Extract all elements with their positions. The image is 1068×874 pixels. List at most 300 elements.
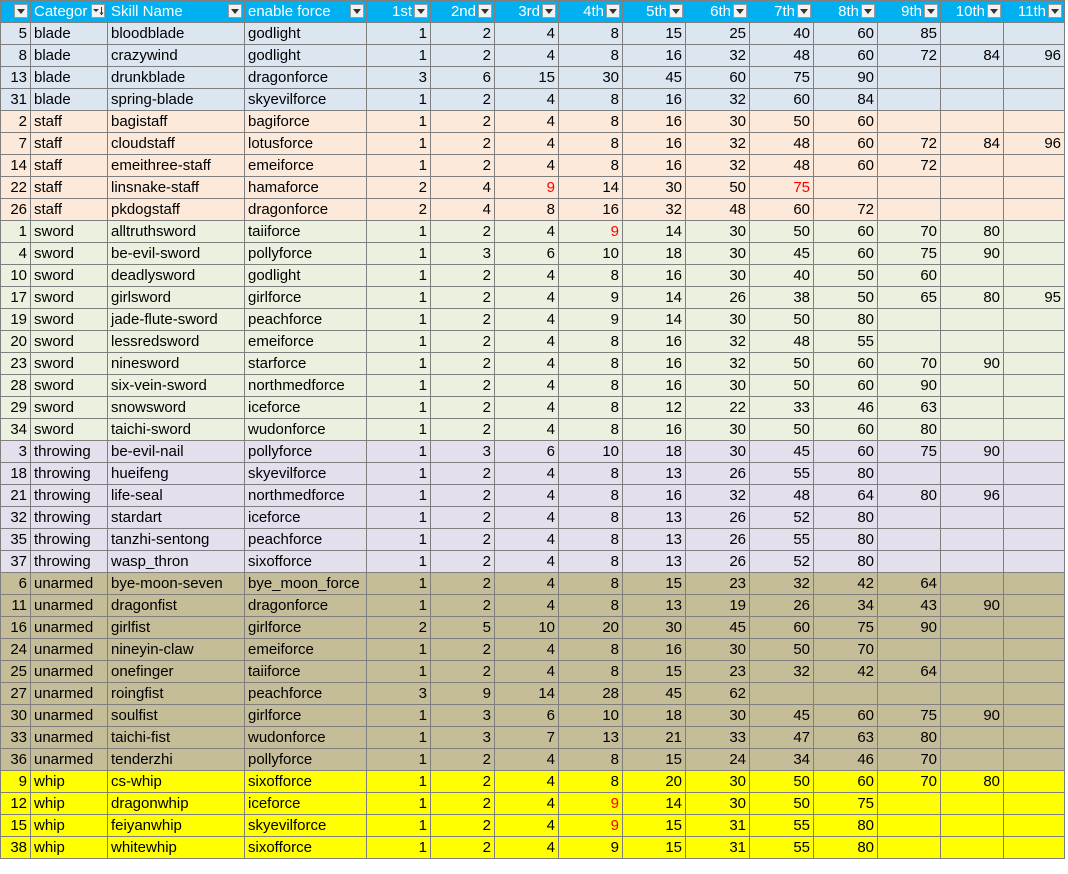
cell-level-2[interactable]: 2 [431, 111, 495, 133]
cell-id[interactable]: 36 [1, 749, 31, 771]
cell-level-2[interactable]: 2 [431, 265, 495, 287]
cell-level-8[interactable] [814, 683, 878, 705]
cell-level-2[interactable]: 2 [431, 529, 495, 551]
cell-category[interactable]: sword [31, 287, 108, 309]
cell-level-1[interactable]: 1 [367, 573, 431, 595]
cell-level-1[interactable]: 1 [367, 375, 431, 397]
cell-level-1[interactable]: 3 [367, 67, 431, 89]
cell-skill-name[interactable]: wasp_thron [108, 551, 245, 573]
cell-level-7[interactable]: 60 [750, 89, 814, 111]
cell-level-3[interactable]: 15 [495, 67, 559, 89]
cell-level-9[interactable] [878, 177, 941, 199]
cell-enable-force[interactable]: skyevilforce [245, 89, 367, 111]
cell-level-8[interactable]: 63 [814, 727, 878, 749]
filter-dropdown-icon[interactable] [1048, 4, 1062, 18]
cell-level-11[interactable] [1004, 23, 1065, 45]
cell-level-1[interactable]: 1 [367, 397, 431, 419]
cell-level-6[interactable]: 26 [686, 463, 750, 485]
cell-enable-force[interactable]: girlforce [245, 617, 367, 639]
cell-level-8[interactable]: 60 [814, 45, 878, 67]
cell-level-9[interactable]: 72 [878, 133, 941, 155]
cell-level-2[interactable]: 4 [431, 177, 495, 199]
cell-enable-force[interactable]: iceforce [245, 397, 367, 419]
cell-level-2[interactable]: 2 [431, 353, 495, 375]
cell-skill-name[interactable]: jade-flute-sword [108, 309, 245, 331]
cell-id[interactable]: 1 [1, 221, 31, 243]
cell-level-8[interactable]: 60 [814, 441, 878, 463]
cell-level-4[interactable]: 8 [559, 45, 623, 67]
cell-id[interactable]: 19 [1, 309, 31, 331]
filter-dropdown-icon[interactable] [924, 4, 938, 18]
cell-level-4[interactable]: 10 [559, 705, 623, 727]
cell-enable-force[interactable]: taiiforce [245, 221, 367, 243]
cell-skill-name[interactable]: nineyin-claw [108, 639, 245, 661]
cell-level-7[interactable]: 50 [750, 639, 814, 661]
cell-level-8[interactable]: 60 [814, 375, 878, 397]
cell-level-4[interactable]: 10 [559, 441, 623, 463]
cell-enable-force[interactable]: wudonforce [245, 727, 367, 749]
cell-level-3[interactable]: 4 [495, 419, 559, 441]
cell-level-5[interactable]: 30 [623, 177, 686, 199]
cell-level-7[interactable]: 60 [750, 617, 814, 639]
cell-level-2[interactable]: 2 [431, 771, 495, 793]
cell-level-9[interactable]: 43 [878, 595, 941, 617]
cell-level-4[interactable]: 16 [559, 199, 623, 221]
cell-enable-force[interactable]: godlight [245, 23, 367, 45]
cell-level-10[interactable] [941, 639, 1004, 661]
cell-level-5[interactable]: 21 [623, 727, 686, 749]
cell-level-5[interactable]: 16 [623, 155, 686, 177]
cell-id[interactable]: 21 [1, 485, 31, 507]
cell-level-9[interactable]: 80 [878, 485, 941, 507]
cell-enable-force[interactable]: pollyforce [245, 749, 367, 771]
cell-level-6[interactable]: 48 [686, 199, 750, 221]
cell-level-7[interactable]: 52 [750, 507, 814, 529]
cell-level-11[interactable] [1004, 551, 1065, 573]
cell-category[interactable]: unarmed [31, 573, 108, 595]
cell-level-5[interactable]: 15 [623, 815, 686, 837]
cell-level-9[interactable] [878, 463, 941, 485]
cell-level-1[interactable]: 1 [367, 331, 431, 353]
cell-level-2[interactable]: 3 [431, 705, 495, 727]
cell-level-4[interactable]: 9 [559, 221, 623, 243]
cell-skill-name[interactable]: feiyanwhip [108, 815, 245, 837]
cell-category[interactable]: sword [31, 243, 108, 265]
cell-level-5[interactable]: 13 [623, 595, 686, 617]
cell-level-5[interactable]: 16 [623, 375, 686, 397]
cell-level-3[interactable]: 4 [495, 397, 559, 419]
cell-level-11[interactable] [1004, 199, 1065, 221]
cell-level-4[interactable]: 8 [559, 573, 623, 595]
cell-skill-name[interactable]: be-evil-nail [108, 441, 245, 463]
cell-category[interactable]: staff [31, 199, 108, 221]
cell-id[interactable]: 17 [1, 287, 31, 309]
cell-level-4[interactable]: 8 [559, 771, 623, 793]
cell-level-5[interactable]: 13 [623, 551, 686, 573]
cell-level-11[interactable] [1004, 177, 1065, 199]
cell-level-11[interactable] [1004, 111, 1065, 133]
cell-category[interactable]: sword [31, 331, 108, 353]
cell-level-3[interactable]: 4 [495, 837, 559, 859]
cell-enable-force[interactable]: girlforce [245, 287, 367, 309]
cell-level-4[interactable]: 9 [559, 815, 623, 837]
cell-level-10[interactable]: 90 [941, 441, 1004, 463]
cell-level-9[interactable] [878, 67, 941, 89]
cell-level-10[interactable] [941, 749, 1004, 771]
sort-filter-dropdown-icon[interactable] [91, 4, 105, 18]
cell-skill-name[interactable]: snowsword [108, 397, 245, 419]
cell-level-5[interactable]: 15 [623, 661, 686, 683]
cell-category[interactable]: sword [31, 309, 108, 331]
cell-level-6[interactable]: 45 [686, 617, 750, 639]
cell-level-7[interactable]: 50 [750, 419, 814, 441]
cell-skill-name[interactable]: six-vein-sword [108, 375, 245, 397]
cell-level-1[interactable]: 2 [367, 199, 431, 221]
cell-level-10[interactable] [941, 375, 1004, 397]
cell-level-1[interactable]: 1 [367, 243, 431, 265]
cell-level-2[interactable]: 2 [431, 507, 495, 529]
cell-enable-force[interactable]: hamaforce [245, 177, 367, 199]
cell-id[interactable]: 9 [1, 771, 31, 793]
cell-level-11[interactable] [1004, 243, 1065, 265]
cell-level-4[interactable]: 8 [559, 89, 623, 111]
cell-level-10[interactable] [941, 265, 1004, 287]
cell-level-4[interactable]: 8 [559, 265, 623, 287]
cell-category[interactable]: throwing [31, 485, 108, 507]
cell-category[interactable]: unarmed [31, 595, 108, 617]
cell-enable-force[interactable]: taiiforce [245, 661, 367, 683]
cell-enable-force[interactable]: sixofforce [245, 771, 367, 793]
cell-level-11[interactable] [1004, 837, 1065, 859]
cell-level-3[interactable]: 4 [495, 793, 559, 815]
cell-level-4[interactable]: 8 [559, 111, 623, 133]
cell-level-1[interactable]: 1 [367, 705, 431, 727]
cell-level-6[interactable]: 30 [686, 375, 750, 397]
cell-level-9[interactable] [878, 89, 941, 111]
cell-enable-force[interactable]: emeiforce [245, 639, 367, 661]
cell-level-6[interactable]: 23 [686, 573, 750, 595]
cell-level-10[interactable] [941, 463, 1004, 485]
cell-skill-name[interactable]: bloodblade [108, 23, 245, 45]
cell-level-7[interactable]: 50 [750, 309, 814, 331]
cell-level-1[interactable]: 2 [367, 177, 431, 199]
cell-level-4[interactable]: 9 [559, 309, 623, 331]
cell-level-10[interactable] [941, 507, 1004, 529]
cell-level-9[interactable] [878, 529, 941, 551]
filter-dropdown-icon[interactable] [797, 4, 811, 18]
cell-level-6[interactable]: 32 [686, 133, 750, 155]
cell-level-7[interactable]: 48 [750, 155, 814, 177]
cell-level-1[interactable]: 1 [367, 529, 431, 551]
cell-level-8[interactable]: 60 [814, 419, 878, 441]
cell-level-5[interactable]: 16 [623, 265, 686, 287]
cell-level-7[interactable]: 75 [750, 67, 814, 89]
cell-level-10[interactable] [941, 67, 1004, 89]
cell-level-8[interactable]: 80 [814, 309, 878, 331]
cell-level-2[interactable]: 2 [431, 331, 495, 353]
cell-enable-force[interactable]: emeiforce [245, 331, 367, 353]
cell-level-11[interactable] [1004, 815, 1065, 837]
cell-level-8[interactable]: 34 [814, 595, 878, 617]
cell-level-4[interactable]: 9 [559, 793, 623, 815]
cell-level-7[interactable]: 47 [750, 727, 814, 749]
cell-level-2[interactable]: 2 [431, 749, 495, 771]
cell-category[interactable]: blade [31, 45, 108, 67]
cell-level-9[interactable] [878, 683, 941, 705]
cell-level-10[interactable] [941, 331, 1004, 353]
cell-skill-name[interactable]: cs-whip [108, 771, 245, 793]
cell-id[interactable]: 11 [1, 595, 31, 617]
cell-id[interactable]: 4 [1, 243, 31, 265]
cell-id[interactable]: 30 [1, 705, 31, 727]
cell-level-8[interactable]: 46 [814, 397, 878, 419]
cell-level-8[interactable] [814, 177, 878, 199]
cell-level-7[interactable]: 50 [750, 221, 814, 243]
cell-level-6[interactable]: 30 [686, 705, 750, 727]
cell-level-5[interactable]: 13 [623, 463, 686, 485]
cell-level-9[interactable]: 64 [878, 661, 941, 683]
cell-level-10[interactable]: 80 [941, 771, 1004, 793]
cell-skill-name[interactable]: roingfist [108, 683, 245, 705]
cell-level-8[interactable]: 60 [814, 133, 878, 155]
cell-level-10[interactable] [941, 573, 1004, 595]
cell-level-10[interactable] [941, 89, 1004, 111]
cell-skill-name[interactable]: linsnake-staff [108, 177, 245, 199]
cell-id[interactable]: 10 [1, 265, 31, 287]
cell-level-6[interactable]: 26 [686, 287, 750, 309]
cell-level-1[interactable]: 1 [367, 749, 431, 771]
cell-level-1[interactable]: 1 [367, 837, 431, 859]
filter-dropdown-icon[interactable] [350, 4, 364, 18]
cell-level-9[interactable] [878, 639, 941, 661]
cell-level-3[interactable]: 4 [495, 551, 559, 573]
cell-id[interactable]: 18 [1, 463, 31, 485]
cell-level-1[interactable]: 1 [367, 353, 431, 375]
cell-level-9[interactable]: 90 [878, 375, 941, 397]
cell-level-10[interactable] [941, 815, 1004, 837]
cell-level-2[interactable]: 2 [431, 89, 495, 111]
cell-level-9[interactable]: 70 [878, 221, 941, 243]
cell-level-4[interactable]: 8 [559, 375, 623, 397]
cell-level-2[interactable]: 2 [431, 45, 495, 67]
cell-level-5[interactable]: 45 [623, 683, 686, 705]
cell-id[interactable]: 20 [1, 331, 31, 353]
cell-level-9[interactable] [878, 331, 941, 353]
cell-level-7[interactable]: 40 [750, 265, 814, 287]
cell-level-6[interactable]: 50 [686, 177, 750, 199]
cell-level-3[interactable]: 4 [495, 155, 559, 177]
cell-level-2[interactable]: 2 [431, 309, 495, 331]
cell-category[interactable]: whip [31, 793, 108, 815]
cell-level-10[interactable] [941, 683, 1004, 705]
cell-level-4[interactable]: 8 [559, 23, 623, 45]
cell-level-11[interactable] [1004, 419, 1065, 441]
cell-level-1[interactable]: 1 [367, 133, 431, 155]
cell-level-9[interactable]: 75 [878, 705, 941, 727]
filter-dropdown-icon[interactable] [669, 4, 683, 18]
cell-level-5[interactable]: 18 [623, 441, 686, 463]
cell-category[interactable]: staff [31, 177, 108, 199]
cell-category[interactable]: sword [31, 397, 108, 419]
cell-id[interactable]: 12 [1, 793, 31, 815]
filter-dropdown-icon[interactable] [478, 4, 492, 18]
cell-level-3[interactable]: 4 [495, 529, 559, 551]
cell-level-9[interactable]: 70 [878, 749, 941, 771]
cell-level-11[interactable] [1004, 463, 1065, 485]
cell-level-7[interactable]: 48 [750, 133, 814, 155]
cell-level-3[interactable]: 4 [495, 89, 559, 111]
cell-level-1[interactable]: 1 [367, 727, 431, 749]
cell-id[interactable]: 15 [1, 815, 31, 837]
cell-level-2[interactable]: 2 [431, 485, 495, 507]
cell-level-10[interactable] [941, 837, 1004, 859]
cell-level-11[interactable] [1004, 661, 1065, 683]
cell-level-8[interactable]: 60 [814, 23, 878, 45]
cell-level-3[interactable]: 4 [495, 375, 559, 397]
cell-level-5[interactable]: 12 [623, 397, 686, 419]
cell-level-8[interactable]: 50 [814, 287, 878, 309]
cell-id[interactable]: 13 [1, 67, 31, 89]
cell-level-7[interactable]: 50 [750, 375, 814, 397]
cell-skill-name[interactable]: whitewhip [108, 837, 245, 859]
cell-level-2[interactable]: 2 [431, 815, 495, 837]
cell-category[interactable]: whip [31, 771, 108, 793]
cell-level-8[interactable]: 70 [814, 639, 878, 661]
cell-skill-name[interactable]: emeithree-staff [108, 155, 245, 177]
cell-level-4[interactable]: 8 [559, 353, 623, 375]
cell-id[interactable]: 28 [1, 375, 31, 397]
cell-level-4[interactable]: 8 [559, 749, 623, 771]
cell-level-4[interactable]: 8 [559, 133, 623, 155]
cell-level-3[interactable]: 4 [495, 111, 559, 133]
cell-level-8[interactable]: 84 [814, 89, 878, 111]
cell-level-9[interactable]: 70 [878, 771, 941, 793]
cell-level-4[interactable]: 8 [559, 551, 623, 573]
cell-level-9[interactable]: 80 [878, 727, 941, 749]
cell-level-11[interactable] [1004, 683, 1065, 705]
filter-dropdown-icon[interactable] [414, 4, 428, 18]
cell-level-1[interactable]: 1 [367, 595, 431, 617]
cell-category[interactable]: staff [31, 155, 108, 177]
cell-level-7[interactable]: 34 [750, 749, 814, 771]
cell-level-1[interactable]: 1 [367, 111, 431, 133]
cell-level-8[interactable]: 60 [814, 705, 878, 727]
cell-level-5[interactable]: 13 [623, 507, 686, 529]
cell-level-7[interactable]: 50 [750, 771, 814, 793]
cell-level-7[interactable]: 50 [750, 793, 814, 815]
cell-level-3[interactable]: 10 [495, 617, 559, 639]
cell-category[interactable]: whip [31, 815, 108, 837]
cell-level-2[interactable]: 2 [431, 23, 495, 45]
cell-level-10[interactable] [941, 727, 1004, 749]
cell-level-2[interactable]: 2 [431, 287, 495, 309]
cell-level-11[interactable] [1004, 265, 1065, 287]
cell-level-11[interactable]: 96 [1004, 133, 1065, 155]
cell-level-2[interactable]: 6 [431, 67, 495, 89]
cell-level-1[interactable]: 1 [367, 771, 431, 793]
cell-level-1[interactable]: 1 [367, 815, 431, 837]
cell-id[interactable]: 26 [1, 199, 31, 221]
cell-level-10[interactable]: 96 [941, 485, 1004, 507]
cell-level-8[interactable]: 46 [814, 749, 878, 771]
cell-level-9[interactable]: 80 [878, 419, 941, 441]
cell-level-8[interactable]: 55 [814, 331, 878, 353]
cell-skill-name[interactable]: dragonwhip [108, 793, 245, 815]
cell-level-6[interactable]: 24 [686, 749, 750, 771]
cell-level-6[interactable]: 32 [686, 155, 750, 177]
cell-skill-name[interactable]: taichi-sword [108, 419, 245, 441]
cell-level-6[interactable]: 31 [686, 815, 750, 837]
cell-level-5[interactable]: 16 [623, 111, 686, 133]
cell-enable-force[interactable]: bagiforce [245, 111, 367, 133]
cell-level-10[interactable]: 80 [941, 221, 1004, 243]
cell-level-2[interactable]: 2 [431, 639, 495, 661]
cell-level-11[interactable] [1004, 705, 1065, 727]
cell-level-5[interactable]: 14 [623, 287, 686, 309]
cell-level-11[interactable] [1004, 617, 1065, 639]
cell-level-10[interactable]: 90 [941, 595, 1004, 617]
cell-enable-force[interactable]: dragonforce [245, 199, 367, 221]
cell-id[interactable]: 29 [1, 397, 31, 419]
cell-level-8[interactable]: 42 [814, 573, 878, 595]
cell-level-9[interactable] [878, 111, 941, 133]
cell-level-3[interactable]: 4 [495, 331, 559, 353]
cell-level-5[interactable]: 45 [623, 67, 686, 89]
cell-level-5[interactable]: 16 [623, 485, 686, 507]
cell-level-6[interactable]: 62 [686, 683, 750, 705]
cell-enable-force[interactable]: sixofforce [245, 551, 367, 573]
cell-enable-force[interactable]: godlight [245, 265, 367, 287]
cell-level-2[interactable]: 2 [431, 573, 495, 595]
cell-category[interactable]: sword [31, 265, 108, 287]
cell-level-2[interactable]: 2 [431, 595, 495, 617]
cell-level-2[interactable]: 4 [431, 199, 495, 221]
cell-level-6[interactable]: 32 [686, 45, 750, 67]
cell-level-3[interactable]: 4 [495, 265, 559, 287]
cell-level-3[interactable]: 4 [495, 661, 559, 683]
filter-dropdown-icon[interactable] [987, 4, 1001, 18]
cell-id[interactable]: 5 [1, 23, 31, 45]
cell-level-4[interactable]: 30 [559, 67, 623, 89]
cell-level-7[interactable]: 52 [750, 551, 814, 573]
cell-skill-name[interactable]: taichi-fist [108, 727, 245, 749]
cell-level-9[interactable]: 64 [878, 573, 941, 595]
cell-level-4[interactable]: 8 [559, 419, 623, 441]
cell-level-9[interactable] [878, 551, 941, 573]
cell-level-8[interactable]: 72 [814, 199, 878, 221]
cell-category[interactable]: unarmed [31, 749, 108, 771]
cell-level-3[interactable]: 7 [495, 727, 559, 749]
cell-id[interactable]: 23 [1, 353, 31, 375]
cell-id[interactable]: 32 [1, 507, 31, 529]
cell-level-5[interactable]: 30 [623, 617, 686, 639]
cell-level-8[interactable]: 90 [814, 67, 878, 89]
cell-level-10[interactable] [941, 309, 1004, 331]
cell-level-1[interactable]: 1 [367, 221, 431, 243]
cell-level-4[interactable]: 28 [559, 683, 623, 705]
cell-category[interactable]: sword [31, 221, 108, 243]
cell-id[interactable]: 38 [1, 837, 31, 859]
cell-level-5[interactable]: 32 [623, 199, 686, 221]
cell-level-6[interactable]: 30 [686, 221, 750, 243]
cell-level-11[interactable] [1004, 441, 1065, 463]
cell-skill-name[interactable]: pkdogstaff [108, 199, 245, 221]
cell-level-6[interactable]: 60 [686, 67, 750, 89]
cell-level-1[interactable]: 1 [367, 23, 431, 45]
cell-level-5[interactable]: 15 [623, 23, 686, 45]
cell-level-1[interactable]: 3 [367, 683, 431, 705]
cell-level-8[interactable]: 80 [814, 507, 878, 529]
